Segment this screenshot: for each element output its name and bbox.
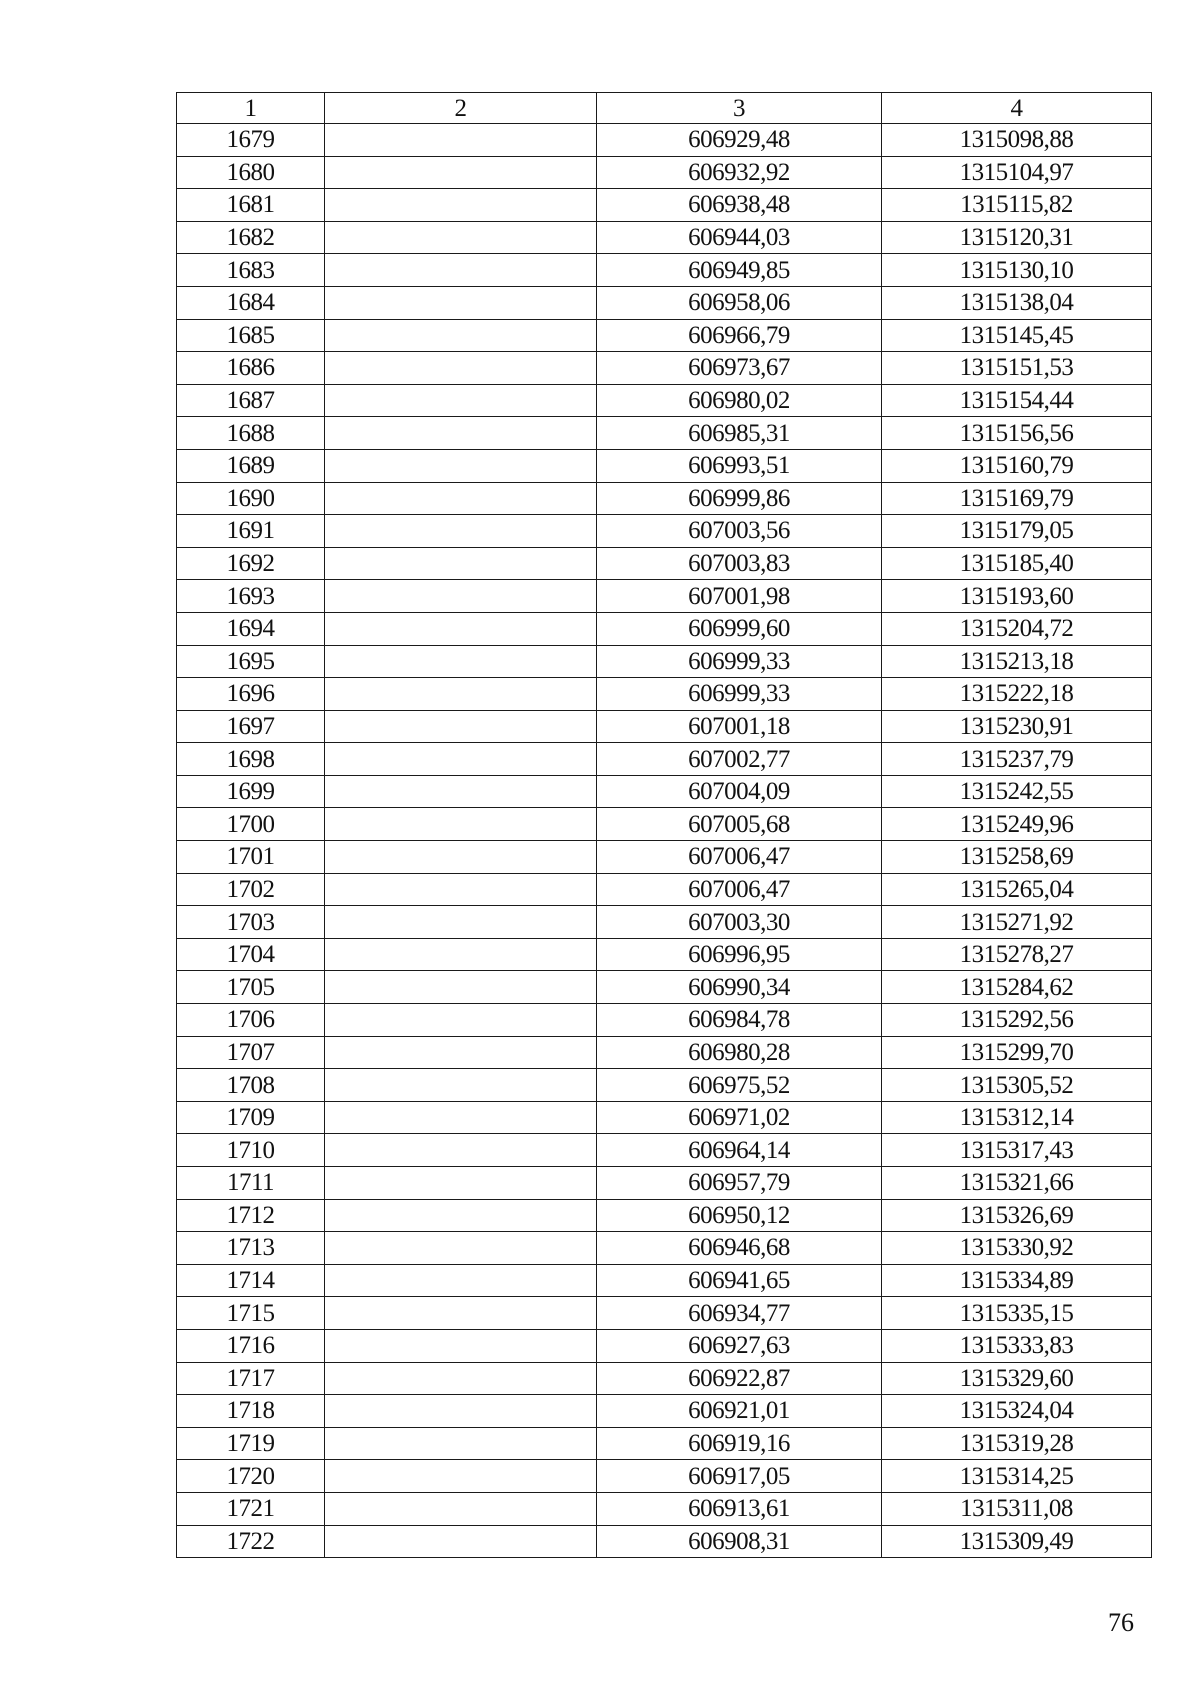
x-coordinate-cell: 606929,48 — [597, 124, 882, 157]
x-coordinate-cell: 607006,47 — [597, 873, 882, 906]
y-coordinate-cell: 1315193,60 — [882, 580, 1152, 613]
point-number-cell: 1705 — [177, 971, 325, 1004]
point-number-cell: 1711 — [177, 1167, 325, 1200]
description-cell — [325, 124, 597, 157]
table-row — [177, 1492, 1152, 1525]
y-coordinate-cell: 1315156,56 — [882, 417, 1152, 450]
table-header — [177, 93, 1152, 124]
table-row — [177, 1069, 1152, 1102]
description-cell — [325, 515, 597, 548]
point-number-cell: 1715 — [177, 1297, 325, 1330]
y-coordinate-cell: 1315311,08 — [882, 1492, 1152, 1525]
table-row — [177, 189, 1152, 222]
y-coordinate-cell: 1315321,66 — [882, 1167, 1152, 1200]
description-cell — [325, 1134, 597, 1167]
x-coordinate-cell: 606980,28 — [597, 1036, 882, 1069]
description-cell — [325, 1460, 597, 1493]
table-row — [177, 612, 1152, 645]
description-cell — [325, 906, 597, 939]
point-number-cell: 1693 — [177, 580, 325, 613]
x-coordinate-cell: 606927,63 — [597, 1329, 882, 1362]
description-cell — [325, 1232, 597, 1265]
y-coordinate-cell: 1315213,18 — [882, 645, 1152, 678]
x-coordinate-cell: 606917,05 — [597, 1460, 882, 1493]
point-number-cell: 1687 — [177, 384, 325, 417]
table-row — [177, 482, 1152, 515]
table-row — [177, 873, 1152, 906]
y-coordinate-cell: 1315098,88 — [882, 124, 1152, 157]
point-number-cell: 1679 — [177, 124, 325, 157]
description-cell — [325, 286, 597, 319]
point-number-cell: 1722 — [177, 1525, 325, 1558]
table-row — [177, 1264, 1152, 1297]
x-coordinate-cell: 606999,60 — [597, 612, 882, 645]
y-coordinate-cell: 1315104,97 — [882, 156, 1152, 189]
point-number-cell: 1690 — [177, 482, 325, 515]
table-row — [177, 580, 1152, 613]
point-number-cell: 1686 — [177, 352, 325, 385]
y-coordinate-cell: 1315265,04 — [882, 873, 1152, 906]
description-cell — [325, 645, 597, 678]
x-coordinate-cell: 607003,83 — [597, 547, 882, 580]
point-number-cell: 1698 — [177, 743, 325, 776]
y-coordinate-cell: 1315333,83 — [882, 1329, 1152, 1362]
x-coordinate-cell: 606990,34 — [597, 971, 882, 1004]
point-number-cell: 1685 — [177, 319, 325, 352]
y-coordinate-cell: 1315115,82 — [882, 189, 1152, 222]
table-row — [177, 515, 1152, 548]
point-number-cell: 1696 — [177, 678, 325, 711]
point-number-cell: 1713 — [177, 1232, 325, 1265]
point-number-cell: 1700 — [177, 808, 325, 841]
header-col-1: 1 — [177, 93, 325, 124]
description-cell — [325, 1101, 597, 1134]
table-row — [177, 1134, 1152, 1167]
table-row — [177, 124, 1152, 157]
x-coordinate-cell: 606999,33 — [597, 645, 882, 678]
point-number-cell: 1706 — [177, 1004, 325, 1037]
y-coordinate-cell: 1315299,70 — [882, 1036, 1152, 1069]
x-coordinate-cell: 606921,01 — [597, 1395, 882, 1428]
y-coordinate-cell: 1315317,43 — [882, 1134, 1152, 1167]
y-coordinate-cell: 1315204,72 — [882, 612, 1152, 645]
table-row — [177, 1004, 1152, 1037]
y-coordinate-cell: 1315312,14 — [882, 1101, 1152, 1134]
description-cell — [325, 449, 597, 482]
y-coordinate-cell: 1315326,69 — [882, 1199, 1152, 1232]
y-coordinate-cell: 1315329,60 — [882, 1362, 1152, 1395]
table-row — [177, 678, 1152, 711]
y-coordinate-cell: 1315242,55 — [882, 775, 1152, 808]
table-row — [177, 1427, 1152, 1460]
x-coordinate-cell: 606958,06 — [597, 286, 882, 319]
y-coordinate-cell: 1315138,04 — [882, 286, 1152, 319]
point-number-cell: 1707 — [177, 1036, 325, 1069]
x-coordinate-cell: 606971,02 — [597, 1101, 882, 1134]
header-col-2: 2 — [325, 93, 597, 124]
point-number-cell: 1682 — [177, 221, 325, 254]
point-number-cell: 1694 — [177, 612, 325, 645]
x-coordinate-cell: 606946,68 — [597, 1232, 882, 1265]
x-coordinate-cell: 606908,31 — [597, 1525, 882, 1558]
table-row — [177, 1036, 1152, 1069]
description-cell — [325, 1525, 597, 1558]
x-coordinate-cell: 606966,79 — [597, 319, 882, 352]
x-coordinate-cell: 607003,30 — [597, 906, 882, 939]
header-col-3: 3 — [597, 93, 882, 124]
x-coordinate-cell: 607001,18 — [597, 710, 882, 743]
point-number-cell: 1708 — [177, 1069, 325, 1102]
description-cell — [325, 221, 597, 254]
description-cell — [325, 319, 597, 352]
y-coordinate-cell: 1315237,79 — [882, 743, 1152, 776]
y-coordinate-cell: 1315258,69 — [882, 841, 1152, 874]
description-cell — [325, 743, 597, 776]
x-coordinate-cell: 606941,65 — [597, 1264, 882, 1297]
description-cell — [325, 1427, 597, 1460]
coordinates-table — [176, 92, 1152, 1558]
y-coordinate-cell: 1315314,25 — [882, 1460, 1152, 1493]
y-coordinate-cell: 1315284,62 — [882, 971, 1152, 1004]
table-row — [177, 938, 1152, 971]
table-row — [177, 1395, 1152, 1428]
x-coordinate-cell: 606919,16 — [597, 1427, 882, 1460]
description-cell — [325, 547, 597, 580]
x-coordinate-cell: 606957,79 — [597, 1167, 882, 1200]
point-number-cell: 1720 — [177, 1460, 325, 1493]
description-cell — [325, 352, 597, 385]
y-coordinate-cell: 1315334,89 — [882, 1264, 1152, 1297]
table-row — [177, 971, 1152, 1004]
y-coordinate-cell: 1315335,15 — [882, 1297, 1152, 1330]
y-coordinate-cell: 1315145,45 — [882, 319, 1152, 352]
table-row — [177, 1101, 1152, 1134]
page-number: 76 — [1108, 1608, 1134, 1637]
y-coordinate-cell: 1315249,96 — [882, 808, 1152, 841]
description-cell — [325, 482, 597, 515]
table-row — [177, 449, 1152, 482]
point-number-cell: 1718 — [177, 1395, 325, 1428]
point-number-cell: 1704 — [177, 938, 325, 971]
y-coordinate-cell: 1315324,04 — [882, 1395, 1152, 1428]
point-number-cell: 1701 — [177, 841, 325, 874]
y-coordinate-cell: 1315151,53 — [882, 352, 1152, 385]
description-cell — [325, 1199, 597, 1232]
y-coordinate-cell: 1315309,49 — [882, 1525, 1152, 1558]
table-row — [177, 254, 1152, 287]
table-row — [177, 352, 1152, 385]
description-cell — [325, 1036, 597, 1069]
table-row — [177, 384, 1152, 417]
point-number-cell: 1699 — [177, 775, 325, 808]
table-row — [177, 1329, 1152, 1362]
table-row — [177, 1297, 1152, 1330]
y-coordinate-cell: 1315160,79 — [882, 449, 1152, 482]
x-coordinate-cell: 606980,02 — [597, 384, 882, 417]
table-row — [177, 775, 1152, 808]
description-cell — [325, 971, 597, 1004]
point-number-cell: 1695 — [177, 645, 325, 678]
table-row — [177, 743, 1152, 776]
x-coordinate-cell: 606999,86 — [597, 482, 882, 515]
y-coordinate-cell: 1315230,91 — [882, 710, 1152, 743]
x-coordinate-cell: 606993,51 — [597, 449, 882, 482]
x-coordinate-cell: 607002,77 — [597, 743, 882, 776]
description-cell — [325, 1167, 597, 1200]
x-coordinate-cell: 606934,77 — [597, 1297, 882, 1330]
description-cell — [325, 1004, 597, 1037]
description-cell — [325, 1264, 597, 1297]
table-row — [177, 1232, 1152, 1265]
description-cell — [325, 710, 597, 743]
table-row — [177, 1199, 1152, 1232]
point-number-cell: 1712 — [177, 1199, 325, 1232]
description-cell — [325, 156, 597, 189]
table-row — [177, 286, 1152, 319]
description-cell — [325, 808, 597, 841]
point-number-cell: 1680 — [177, 156, 325, 189]
description-cell — [325, 580, 597, 613]
point-number-cell: 1683 — [177, 254, 325, 287]
point-number-cell: 1681 — [177, 189, 325, 222]
description-cell — [325, 1362, 597, 1395]
description-cell — [325, 938, 597, 971]
y-coordinate-cell: 1315278,27 — [882, 938, 1152, 971]
description-cell — [325, 873, 597, 906]
description-cell — [325, 189, 597, 222]
x-coordinate-cell: 606975,52 — [597, 1069, 882, 1102]
point-number-cell: 1710 — [177, 1134, 325, 1167]
table-row — [177, 221, 1152, 254]
table-row — [177, 808, 1152, 841]
point-number-cell: 1714 — [177, 1264, 325, 1297]
description-cell — [325, 1329, 597, 1362]
point-number-cell: 1703 — [177, 906, 325, 939]
x-coordinate-cell: 606944,03 — [597, 221, 882, 254]
point-number-cell: 1689 — [177, 449, 325, 482]
description-cell — [325, 612, 597, 645]
table-row — [177, 1460, 1152, 1493]
x-coordinate-cell: 607003,56 — [597, 515, 882, 548]
table-row — [177, 710, 1152, 743]
description-cell — [325, 678, 597, 711]
table-row — [177, 1167, 1152, 1200]
description-cell — [325, 1395, 597, 1428]
y-coordinate-cell: 1315169,79 — [882, 482, 1152, 515]
description-cell — [325, 841, 597, 874]
point-number-cell: 1709 — [177, 1101, 325, 1134]
table-row — [177, 841, 1152, 874]
table-row — [177, 645, 1152, 678]
y-coordinate-cell: 1315271,92 — [882, 906, 1152, 939]
y-coordinate-cell: 1315130,10 — [882, 254, 1152, 287]
y-coordinate-cell: 1315120,31 — [882, 221, 1152, 254]
table-row — [177, 156, 1152, 189]
y-coordinate-cell: 1315319,28 — [882, 1427, 1152, 1460]
y-coordinate-cell: 1315305,52 — [882, 1069, 1152, 1102]
description-cell — [325, 1492, 597, 1525]
point-number-cell: 1702 — [177, 873, 325, 906]
point-number-cell: 1688 — [177, 417, 325, 450]
x-coordinate-cell: 606949,85 — [597, 254, 882, 287]
x-coordinate-cell: 607004,09 — [597, 775, 882, 808]
header-col-4: 4 — [882, 93, 1152, 124]
x-coordinate-cell: 606922,87 — [597, 1362, 882, 1395]
point-number-cell: 1721 — [177, 1492, 325, 1525]
description-cell — [325, 775, 597, 808]
x-coordinate-cell: 606985,31 — [597, 417, 882, 450]
x-coordinate-cell: 607001,98 — [597, 580, 882, 613]
description-cell — [325, 1069, 597, 1102]
point-number-cell: 1684 — [177, 286, 325, 319]
description-cell — [325, 417, 597, 450]
x-coordinate-cell: 606973,67 — [597, 352, 882, 385]
point-number-cell: 1717 — [177, 1362, 325, 1395]
description-cell — [325, 254, 597, 287]
x-coordinate-cell: 606999,33 — [597, 678, 882, 711]
x-coordinate-cell: 607005,68 — [597, 808, 882, 841]
header-row — [177, 93, 1152, 124]
y-coordinate-cell: 1315179,05 — [882, 515, 1152, 548]
point-number-cell: 1691 — [177, 515, 325, 548]
x-coordinate-cell: 607006,47 — [597, 841, 882, 874]
point-number-cell: 1719 — [177, 1427, 325, 1460]
description-cell — [325, 384, 597, 417]
table-row — [177, 1525, 1152, 1558]
table-body — [177, 124, 1152, 1558]
x-coordinate-cell: 606913,61 — [597, 1492, 882, 1525]
y-coordinate-cell: 1315292,56 — [882, 1004, 1152, 1037]
description-cell — [325, 1297, 597, 1330]
y-coordinate-cell: 1315330,92 — [882, 1232, 1152, 1265]
x-coordinate-cell: 606984,78 — [597, 1004, 882, 1037]
x-coordinate-cell: 606996,95 — [597, 938, 882, 971]
y-coordinate-cell: 1315185,40 — [882, 547, 1152, 580]
point-number-cell: 1697 — [177, 710, 325, 743]
x-coordinate-cell: 606950,12 — [597, 1199, 882, 1232]
table-row — [177, 1362, 1152, 1395]
y-coordinate-cell: 1315222,18 — [882, 678, 1152, 711]
x-coordinate-cell: 606964,14 — [597, 1134, 882, 1167]
table-row — [177, 319, 1152, 352]
table-row — [177, 547, 1152, 580]
x-coordinate-cell: 606938,48 — [597, 189, 882, 222]
y-coordinate-cell: 1315154,44 — [882, 384, 1152, 417]
point-number-cell: 1716 — [177, 1329, 325, 1362]
x-coordinate-cell: 606932,92 — [597, 156, 882, 189]
table-row — [177, 417, 1152, 450]
point-number-cell: 1692 — [177, 547, 325, 580]
table-row — [177, 906, 1152, 939]
